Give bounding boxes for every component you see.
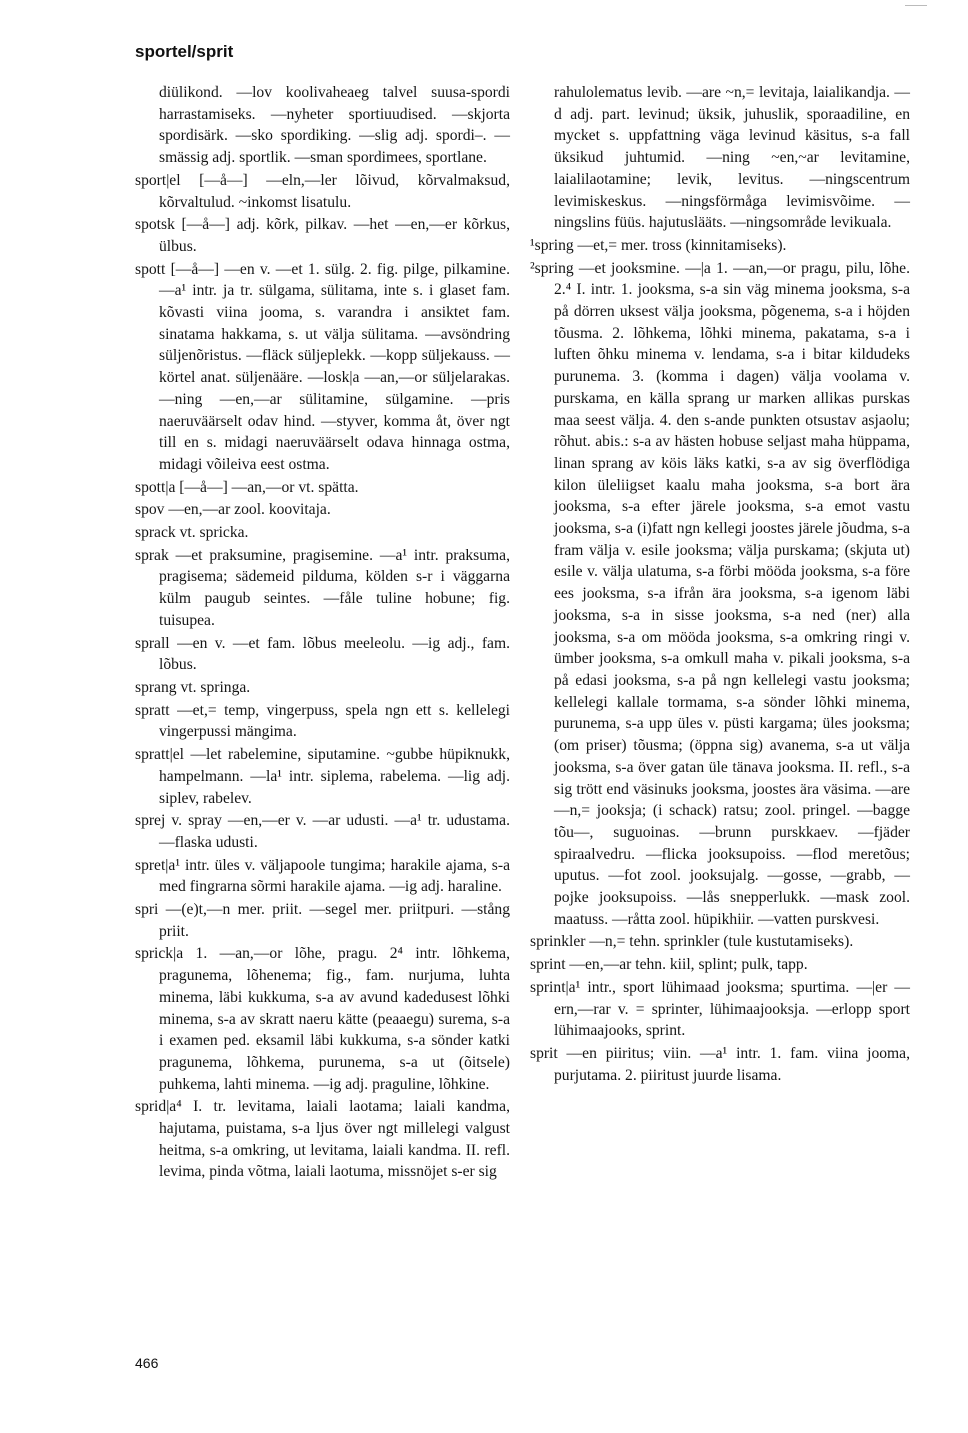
dictionary-entry: spratt|el —let rabelemine, siputamine. ~gubbe hüpiknukk, hampelmann. —la¹ intr. siplema, rabelema. —lig adj. siplev, rabelev. bbox=[135, 746, 510, 807]
dictionary-entry: ¹spring —et,= mer. tross (kinnitamiseks). bbox=[530, 236, 787, 254]
dictionary-entry: sprid|a⁴ I. tr. levitama, laiali laotama; laiali kandma, hajutama, puistama, s-a ljus över ngt millelegi valgust heitma, s-a omkring, ut levitama, laiali kandma. II. refl. levima, pinda võtma, laiali laotuma, missnöjet s-er sig bbox=[135, 1098, 510, 1181]
dictionary-entry: sprint —en,—ar tehn. kiil, splint; pulk, tapp. bbox=[530, 956, 808, 974]
dictionary-entry: sprak —et praksumine, pragisemine. —a¹ intr. praksuma, pragisema; sädemeid pilduma, kölden s-r i väggarna külm paugub seintes. —fåle tuline hobune; fig. tuisupea. bbox=[135, 546, 510, 629]
dictionary-entry: rahulolematus levib. —are ~n,= levitaja, laialikandja. —d adj. part. levinud; üksik, juhuslik, sporaadiline, en mycket s. uppfattning väga levinud käsitus, s-a fall üksikud juhtumid. —ning ~en,~ar levitamine, laialilaotamine; levik, levitus. —ningscentrum levimiskeskus. —ningsförmåga levimisvõime. —ningslins füüs. hajutuslääts. —ningsområde levikuala. bbox=[554, 84, 910, 232]
dictionary-entry: sprinkler —n,= tehn. sprinkler (tule kustutamiseks). bbox=[530, 933, 854, 951]
left-column bbox=[135, 82, 510, 1184]
dictionary-entry: spov —en,—ar zool. koovitaja. bbox=[135, 501, 331, 519]
page-number: 466 bbox=[135, 1355, 159, 1371]
dictionary-entry: ²spring —et jooksmine. —|a 1. —an,—or pragu, pilu, lõhe. 2.⁴ I. intr. 1. jooksma, s-a sin väg minema jooksma, s-a på dörren uksest välja jooksma, põgenema, s-a i höjden tõusma. 2. lõhkema, lõhki minema, pakatama, s-a i luften õhku minema v. lendama, s-a i bitar kildudeks purunema. 3. (komma i dagen) välja voolama v. purskama, en källa sprang ur marken allikas purskas maa seest välja. 4. den s-ande punkten otsustav asjaolu; rõhut. abis.: s-a av hästen hobuse seljast maha hüppama, linan sprang av köis läks katki, s-a av sig överflödiga kilon üleliigset kaalu maha jooksma, s-a bort ära jooksma, s-a efter järele jooksma, s-a emot vastu jooksma, s-a (i)fatt ngn kellegi joostes järele jõudma, s-a fram välja v. esile jooksma; välja purskama; (skjuta ut) esile v. välja ulatuma, s-a förbi mööda jooksma, s-a före ees jooksma, s-a ifrån ära jooksma, s-a igenom läbi jooksma, s-a in sisse jooksma, s-a ned (ner) alla jooksma, s-a om mööda jooksma, s-a omkring ringi v. ümber jooksma, s-a omkull maha v. pikali jooksma, s-a på edasi jooksma, s-a på ngn kellelegi vastu jooksma; kellelegi kallale tormama, s-a sönder lõhki minema, purunema, s-a upp üles v. püsti kargama; üles jooksma; (om priser) tõusma; (öppna sig) avanema, s-a ut välja jooksma, s-a över gatan üle tänava jooksma. II. refl., s-a sig trött end väsinuks jooksma, joostes ära väsima. —are —n,= jooksja; (i schack) ratsu; zool. pringel. —bagge tõu—, suguoinas. —brunn purskkaev. —fjäder spiraalvedru. —flicka jooksupoiss. —flod meretõus; uputus. —fot zool. jooksujalg. —gosse, —grabb, —pojke jooksupoiss. —lås snepperlukk. —mask zool. maatuss. —råtta zool. hüpikhiir. —vatten purskvesi. bbox=[530, 259, 910, 928]
dictionary-entry: sprick|a 1. —an,—or lõhe, pragu. 2⁴ intr. lõhkema, pragunema, lõhenema; fig., fam. nurjuma, luhta minema, läbi kukkuma, s-a av avund kadedusest lõhki minema, s-a av skratt naeru kätte (peaaegu) surema, s-a i examen ped. eksamil läbi kukkuma, s-a sönder katki pragunema, lõhkema, purunema, s-a ut (õitsele) puhkema, lahti minema. —ig adj. praguline, lõhkine. bbox=[135, 945, 510, 1093]
dictionary-entry: sprej v. spray —en,—er v. —ar udusti. —a¹ tr. udustama. —flaska udusti. bbox=[135, 812, 510, 851]
dictionary-entry: sprint|a¹ intr., sport lühimaad jooksma; spurtima. —|er —ern,—rar v. = sprinter, lühimaajooksja. —erlopp sport lühimaajooks, sprint. bbox=[530, 978, 910, 1040]
dictionary-entry: sprit —en piiritus; viin. —a¹ intr. 1. fam. viina jooma, purjutama. 2. piiritust juurde lisama. bbox=[530, 1044, 910, 1084]
right-column bbox=[530, 82, 910, 1087]
corner-mark bbox=[905, 5, 927, 6]
dictionary-entry: diülikond. —lov koolivaheaeg talvel suusa-spordi harrastamiseks. —nyheter sportiuudised. —skjorta spordisärk. —sko spordiking. —slig adj. spordi–. —smässig adj. sportlik. —sman spordimees, sportlane. bbox=[159, 84, 510, 167]
dictionary-entry: sprang vt. springa. bbox=[135, 678, 251, 696]
dictionary-entry: sport|el [—å—] —eln,—ler lõivud, kõrvalmaksud, kõrvaltulud. ~inkomst lisatulu. bbox=[135, 171, 510, 211]
dictionary-entry: sprall —en v. —et fam. lõbus meeleolu. —ig adj., fam. lõbus. bbox=[135, 634, 510, 674]
running-header: sportel/sprit bbox=[135, 42, 234, 61]
dictionary-entry: spri —(e)t,—n mer. priit. —segel mer. priitpuri. —stång priit. bbox=[135, 901, 510, 940]
dictionary-entry: spott|a [—å—] —an,—or vt. spätta. bbox=[135, 478, 359, 496]
dictionary-entry: spret|a¹ intr. üles v. väljapoole tungima; harakile ajama, s-a med fingrarna sõrmi harakile ajama. —ig adj. haraline. bbox=[135, 856, 510, 896]
dictionary-entry: spott [—å—] —en v. —et 1. sülg. 2. fig. pilge, pilkamine. —a¹ intr. ja tr. sülgama, sülitama, inte s. i glaset fam. kõvasti viina jooma, s. varandra i ansiktet fam. sinatama hakkama, s. ut välja sülitama. —avsöndring süljenõristus. —fläck süljeplekk. —kopp süljekauss. —körtel anat. süljenääre. —losk|a —an,—or süljelarakas. —ning —en,—ar sülitamine, sülgamine. —pris naeruväärselt odav hind. —styver, komma åt, över ngt till en s. midagi naeruväärselt odava hinnaga ostma, midagi võileiva eest ostma. bbox=[135, 260, 510, 473]
dictionary-entry: spratt —et,= temp, vingerpuss, spela ngn ett s. kellelegi vingerpussi mängima. bbox=[135, 701, 510, 741]
dictionary-entry: spotsk [—å—] adj. kõrk, pilkav. —het —en,—er kõrkus, ülbus. bbox=[135, 216, 510, 255]
dictionary-entry: sprack vt. spricka. bbox=[135, 524, 249, 542]
